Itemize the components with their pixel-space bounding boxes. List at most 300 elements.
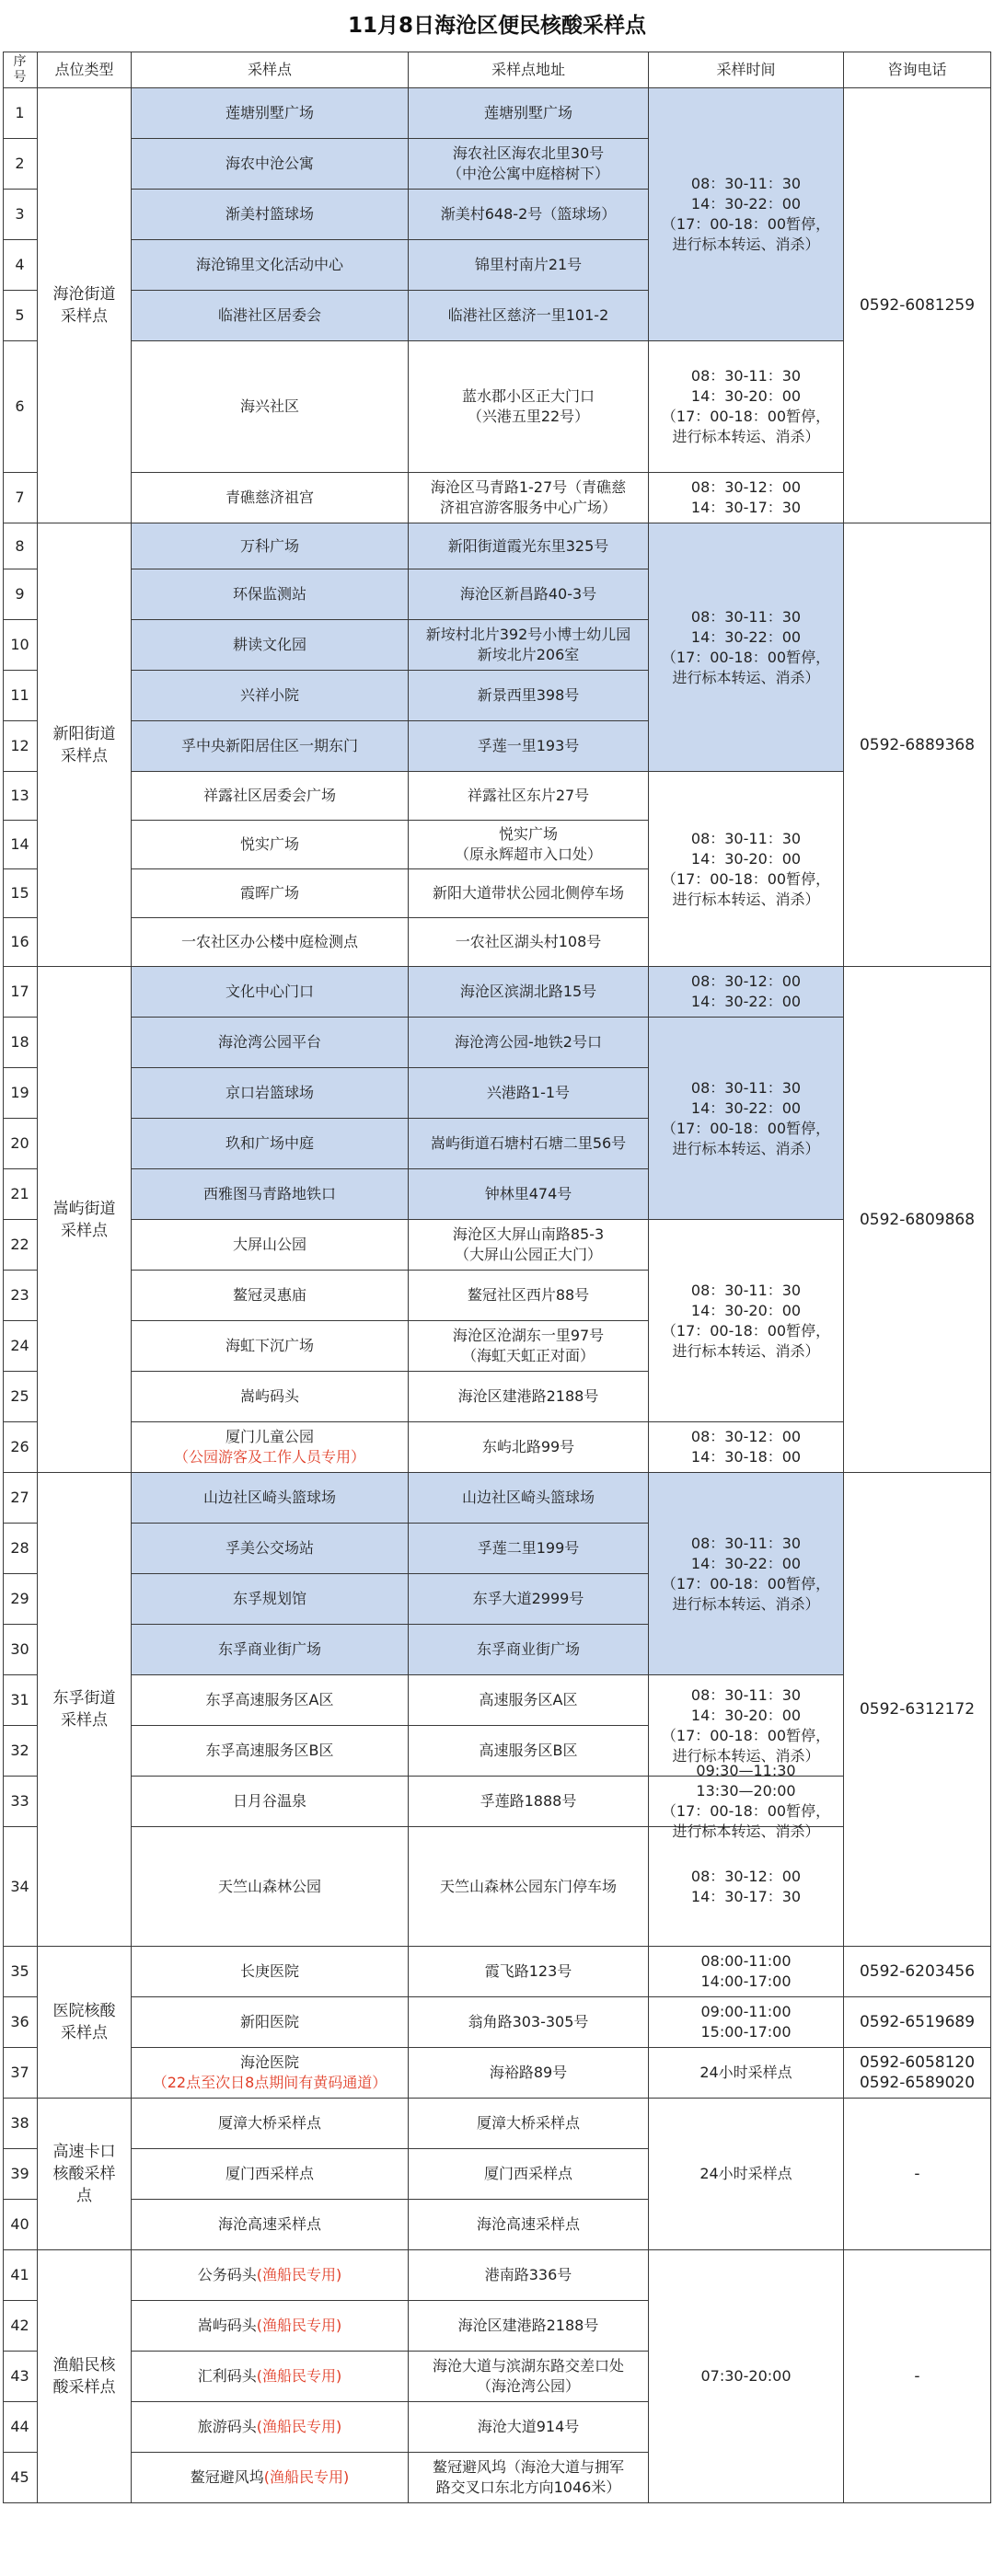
- site-address: [409, 2301, 649, 2352]
- consult-phone: [844, 1473, 991, 1947]
- site-name: [132, 869, 409, 918]
- sampling-time: [649, 1220, 844, 1422]
- row-number: 10: [3, 620, 38, 671]
- site-name-text: 厦漳大桥采样点: [217, 2114, 321, 2132]
- site-address: [409, 1625, 649, 1675]
- site-name: [132, 2200, 409, 2250]
- site-name: [132, 1473, 409, 1524]
- row-number: 11: [3, 671, 38, 721]
- site-address: [409, 1321, 649, 1372]
- text-line: （17：00-18：00暂停，: [661, 869, 831, 888]
- site-name-text: 环保监测站: [232, 585, 306, 603]
- site-address: [409, 139, 649, 190]
- text-line: 新垵村北片392号小博士幼儿园: [425, 626, 631, 643]
- site-address: [409, 1574, 649, 1625]
- site-address: [409, 473, 649, 523]
- site-name-text: 嵩屿码头: [239, 1387, 299, 1405]
- row-number: 29: [3, 1574, 38, 1625]
- site-address: [409, 2149, 649, 2200]
- site-address: [409, 1068, 649, 1119]
- text-line: 08：30-11：30: [690, 829, 802, 847]
- text-line: 进行标本转运、消杀）: [672, 1823, 820, 1840]
- text-line: 酸采样点: [52, 2378, 116, 2397]
- text-line: 莲塘别墅广场: [483, 104, 572, 121]
- site-name: [132, 2048, 409, 2099]
- site-name: [132, 569, 409, 620]
- row-number: 15: [3, 869, 38, 918]
- site-address: [409, 967, 649, 1018]
- consult-phone: [844, 2048, 991, 2099]
- site-name-text: 海沧湾公园平台: [217, 1033, 321, 1051]
- row-number: 1: [3, 88, 38, 139]
- text-line: （兴港五里22号）: [467, 408, 590, 425]
- text-line: 进行标本转运、消杀）: [672, 428, 820, 445]
- text-line: 08：30-11：30: [690, 1534, 802, 1552]
- site-address: [409, 2402, 649, 2453]
- site-name: [132, 620, 409, 671]
- text-line: 厦漳大桥采样点: [476, 2114, 580, 2132]
- text-line: -: [914, 2367, 920, 2386]
- site-note: (渔船民专用): [256, 2317, 342, 2334]
- text-line: 0592-6058120: [859, 2053, 976, 2072]
- text-line: 海农社区海农北里30号: [452, 144, 605, 162]
- site-name-text: 祥露社区居委会广场: [202, 787, 336, 804]
- text-line: 新景西里398号: [477, 686, 580, 704]
- site-type-group: [38, 2250, 132, 2503]
- site-address: [409, 2250, 649, 2301]
- site-type-group: [38, 1473, 132, 1947]
- site-name: [132, 2099, 409, 2149]
- row-number: 43: [3, 2352, 38, 2402]
- site-name: [132, 918, 409, 967]
- site-name-text: 临港社区居委会: [217, 306, 321, 324]
- row-number: 17: [3, 967, 38, 1018]
- site-name: [132, 1422, 409, 1473]
- site-name: [132, 2149, 409, 2200]
- text-line: 祥露社区东片27号: [467, 787, 590, 804]
- site-name: [132, 1220, 409, 1271]
- text-line: 进行标本转运、消杀）: [672, 236, 820, 253]
- text-line: 厦门西采样点: [483, 2165, 572, 2182]
- row-number: 8: [3, 523, 38, 569]
- site-name-text: 海沧医院: [239, 2053, 299, 2071]
- text-line: 采样点: [61, 2024, 108, 2042]
- text-line: 14：30-20：00: [690, 1301, 802, 1319]
- row-number: 19: [3, 1068, 38, 1119]
- row-number: 26: [3, 1422, 38, 1473]
- text-line: 海沧高速采样点: [476, 2215, 580, 2233]
- consult-phone: [844, 523, 991, 967]
- text-line: 孚莲一里193号: [477, 737, 580, 754]
- text-line: 进行标本转运、消杀）: [672, 1594, 820, 1613]
- site-address: [409, 569, 649, 620]
- text-line: 0592-6081259: [859, 296, 976, 315]
- text-line: 霞飞路123号: [484, 1962, 572, 1980]
- site-address: [409, 1947, 649, 1997]
- text-line: 14：30-22：00: [690, 195, 802, 213]
- site-name-text: 文化中心门口: [225, 983, 314, 1000]
- site-name-text: 鳌冠灵惠庙: [232, 1286, 306, 1304]
- row-number: 44: [3, 2402, 38, 2453]
- site-type-group: [38, 523, 132, 967]
- site-name: [132, 291, 409, 341]
- row-number: 2: [3, 139, 38, 190]
- text-line: 14：30-17：30: [690, 1887, 802, 1905]
- site-name-text: 大屏山公园: [232, 1236, 306, 1253]
- site-address: [409, 1827, 649, 1947]
- text-line: 24小时采样点: [699, 2064, 792, 2081]
- site-name: [132, 2352, 409, 2402]
- text-line: 孚莲二里199号: [477, 1539, 580, 1557]
- row-number: 25: [3, 1372, 38, 1422]
- site-name-text: 西雅图马青路地铁口: [202, 1185, 336, 1202]
- text-line: 08：30-11：30: [690, 1281, 802, 1299]
- site-name-text: 天竺山森林公园: [217, 1877, 321, 1895]
- site-name: [132, 1726, 409, 1777]
- row-number: 41: [3, 2250, 38, 2301]
- site-name-text: 京口岩篮球场: [225, 1084, 314, 1101]
- row-number: 32: [3, 1726, 38, 1777]
- text-line: 0592-6312172: [859, 1700, 976, 1719]
- site-address: [409, 2453, 649, 2503]
- text-line: （17：00-18：00暂停，: [661, 1119, 831, 1137]
- text-line: （17：00-18：00暂停，: [661, 1726, 831, 1744]
- text-line: 09:00-11:00: [700, 2003, 792, 2020]
- site-address: [409, 869, 649, 918]
- text-line: 新阳大道带状公园北侧停车场: [432, 884, 624, 902]
- text-line: （大屏山公园正大门）: [454, 1246, 602, 1263]
- text-line: 兴港路1-1号: [486, 1084, 571, 1101]
- site-name: [132, 2402, 409, 2453]
- text-line: 临港社区慈济一里101-2: [447, 306, 609, 324]
- text-line: （原永辉超市入口处）: [454, 845, 602, 863]
- text-line: 14：30-22：00: [690, 627, 802, 646]
- row-number: 4: [3, 240, 38, 291]
- row-number: 33: [3, 1777, 38, 1827]
- site-name-text: 兴祥小院: [239, 686, 299, 704]
- site-address: [409, 1119, 649, 1169]
- consult-phone: [844, 1997, 991, 2048]
- site-name-text: 青礁慈济祖宫: [225, 489, 314, 506]
- text-line: 山边社区崎头篮球场: [461, 1489, 595, 1506]
- text-line: 路交叉口东北方向1046米）: [435, 2478, 621, 2496]
- site-name-text: 鳌冠避风坞(渔船民专用): [190, 2468, 350, 2486]
- text-line: 东孚商业街广场: [476, 1640, 580, 1658]
- text-line: 嵩屿街道: [52, 1199, 116, 1218]
- site-name-text: 海虹下沉广场: [225, 1337, 314, 1354]
- sampling-time: [649, 772, 844, 967]
- text-line: （17：00-18：00暂停，: [661, 215, 831, 233]
- site-address: [409, 1372, 649, 1422]
- text-line: 08：30-11：30: [690, 175, 802, 192]
- site-address: [409, 1524, 649, 1574]
- row-number: 37: [3, 2048, 38, 2099]
- site-address: [409, 1777, 649, 1827]
- site-name-text: 东孚高速服务区A区: [205, 1691, 334, 1708]
- site-name-text: 海农中沧公寓: [225, 155, 314, 172]
- text-line: 进行标本转运、消杀）: [672, 668, 820, 686]
- site-address: [409, 1726, 649, 1777]
- site-type-group: [38, 967, 132, 1473]
- site-name: [132, 1997, 409, 2048]
- site-note: (渔船民专用): [263, 2468, 350, 2486]
- site-name-text: 东孚规划馆: [232, 1590, 306, 1607]
- site-name-text: 汇利码头(渔船民专用): [197, 2367, 342, 2385]
- row-number: 7: [3, 473, 38, 523]
- text-line: （17：00-18：00暂停，: [661, 1574, 831, 1593]
- site-name: [132, 1372, 409, 1422]
- sampling-time: [649, 523, 844, 772]
- text-line: 14:00-17:00: [700, 1972, 792, 1990]
- text-line: 港南路336号: [484, 2266, 572, 2283]
- site-name-text: 孚中央新阳居住区一期东门: [180, 737, 358, 754]
- text-line: 鳌冠避风坞（海沧大道与拥军: [432, 2458, 624, 2476]
- text-line: 08：30-12：00: [690, 478, 802, 496]
- text-line: 海沧大道914号: [477, 2418, 580, 2435]
- site-name-text: 旅游码头(渔船民专用): [197, 2418, 342, 2435]
- site-address: [409, 2200, 649, 2250]
- text-line: 海沧区马青路1-27号（青礁慈: [430, 478, 627, 496]
- text-line: 点: [76, 2187, 92, 2205]
- site-name: [132, 1574, 409, 1625]
- site-name-text: 海兴社区: [239, 397, 299, 415]
- text-line: 翁角路303-305号: [468, 2013, 589, 2030]
- text-line: 15:00-17:00: [700, 2023, 792, 2041]
- text-line: 0592-6809868: [859, 1210, 976, 1229]
- site-name: [132, 1777, 409, 1827]
- site-name-text: 东孚高速服务区B区: [205, 1742, 334, 1759]
- site-name: [132, 190, 409, 240]
- column-header-2: 点位类型: [38, 52, 132, 88]
- text-line: 13:30—20:00: [696, 1782, 796, 1800]
- text-line: 钟林里474号: [484, 1185, 572, 1202]
- text-line: （海沧湾公园）: [476, 2377, 580, 2395]
- site-address: [409, 2352, 649, 2402]
- site-name: [132, 2301, 409, 2352]
- site-address: [409, 1473, 649, 1524]
- site-name-text: 新阳医院: [239, 2013, 299, 2030]
- text-line: 序: [13, 53, 27, 69]
- site-name-text: 霞晖广场: [239, 884, 299, 902]
- text-line: 24小时采样点: [699, 2165, 792, 2182]
- text-line: 09:30—11:30: [696, 1762, 796, 1779]
- text-line: （中沧公寓中庭榕树下）: [446, 165, 609, 182]
- site-name-text: 耕读文化园: [232, 636, 306, 653]
- text-line: 0592-6203456: [859, 1962, 976, 1981]
- text-line: 济祖宫游客服务中心广场）: [439, 499, 617, 516]
- site-name: [132, 1321, 409, 1372]
- text-line: 东孚街道: [52, 1689, 116, 1708]
- row-number: 36: [3, 1997, 38, 2048]
- text-line: 嵩屿街道石塘村石塘二里56号: [430, 1134, 627, 1152]
- text-line: 08：30-11：30: [690, 1685, 802, 1704]
- text-line: 新垵北片206室: [477, 646, 580, 663]
- text-line: 鳌冠社区西片88号: [467, 1286, 590, 1304]
- site-address: [409, 620, 649, 671]
- site-name: [132, 1625, 409, 1675]
- text-line: 高速服务区B区: [479, 1742, 578, 1759]
- site-name: [132, 341, 409, 473]
- site-address: [409, 821, 649, 869]
- site-address: [409, 2099, 649, 2149]
- text-line: 海沧街道: [52, 285, 116, 304]
- site-address: [409, 190, 649, 240]
- site-address: [409, 2048, 649, 2099]
- site-address: [409, 721, 649, 772]
- text-line: 08:00-11:00: [700, 1952, 792, 1970]
- text-line: 14：30-22：00: [690, 1098, 802, 1117]
- text-line: -: [914, 2165, 920, 2183]
- text-line: 07:30-20:00: [700, 2367, 792, 2385]
- site-name: [132, 1068, 409, 1119]
- text-line: 新阳街道: [52, 724, 116, 743]
- site-name-text: 莲塘别墅广场: [225, 104, 314, 121]
- row-number: 16: [3, 918, 38, 967]
- site-name-text: 厦门儿童公园: [225, 1428, 314, 1445]
- text-line: 14：30-22：00: [690, 993, 802, 1010]
- text-line: （17：00-18：00暂停，: [661, 648, 831, 666]
- text-line: 0592-6889368: [859, 735, 976, 754]
- text-line: 海沧区建港路2188号: [457, 1387, 599, 1405]
- sampling-time: [649, 2048, 844, 2099]
- sampling-time: [649, 1018, 844, 1220]
- row-number: 42: [3, 2301, 38, 2352]
- site-name: [132, 139, 409, 190]
- row-number: 18: [3, 1018, 38, 1068]
- site-name: [132, 1827, 409, 1947]
- site-name-text: 渐美村篮球场: [225, 205, 314, 223]
- text-line: 一农社区湖头村108号: [455, 933, 602, 950]
- sampling-time: [649, 1827, 844, 1947]
- text-line: 14：30-17：30: [690, 499, 802, 516]
- sampling-time: [649, 1762, 844, 1840]
- site-address: [409, 1997, 649, 2048]
- row-number: 14: [3, 821, 38, 869]
- row-number: 24: [3, 1321, 38, 1372]
- text-line: 采样点: [61, 1711, 108, 1730]
- sampling-time: [649, 967, 844, 1018]
- text-line: 14：30-20：00: [690, 849, 802, 868]
- site-name: [132, 1018, 409, 1068]
- site-address: [409, 1422, 649, 1473]
- consult-phone: [844, 2099, 991, 2250]
- consult-phone: [844, 1947, 991, 1997]
- text-line: 渐美村648-2号（篮球场）: [440, 205, 617, 223]
- column-header-3: 采样点: [132, 52, 409, 88]
- site-address: [409, 88, 649, 139]
- text-line: 采样点: [61, 307, 108, 326]
- text-line: 海裕路89号: [489, 2064, 568, 2081]
- site-name: [132, 88, 409, 139]
- site-type-group: [38, 2099, 132, 2250]
- site-name-text: 公务码头(渔船民专用): [197, 2266, 342, 2283]
- row-number: 9: [3, 569, 38, 620]
- site-name-text: 嵩屿码头(渔船民专用): [197, 2317, 342, 2334]
- site-address: [409, 1169, 649, 1220]
- site-name: [132, 1271, 409, 1321]
- site-name-text: 海沧锦里文化活动中心: [195, 256, 343, 273]
- text-line: 新阳街道霞光东里325号: [447, 536, 609, 555]
- row-number: 39: [3, 2149, 38, 2200]
- text-line: 采样点: [61, 746, 108, 765]
- row-number: 28: [3, 1524, 38, 1574]
- row-number: 12: [3, 721, 38, 772]
- row-number: 3: [3, 190, 38, 240]
- row-number: 35: [3, 1947, 38, 1997]
- row-number: 5: [3, 291, 38, 341]
- site-type-group: [38, 88, 132, 523]
- text-line: 14：30-18：00: [690, 1448, 802, 1466]
- text-line: 天竺山森林公园东门停车场: [439, 1877, 617, 1895]
- consult-phone: [844, 967, 991, 1473]
- text-line: 0592-6589020: [859, 2074, 976, 2092]
- site-address: [409, 240, 649, 291]
- column-header-6: 咨询电话: [844, 52, 991, 88]
- site-address: [409, 772, 649, 821]
- sampling-time: [649, 2099, 844, 2250]
- site-note: (渔船民专用): [256, 2266, 342, 2283]
- consult-phone: [844, 2250, 991, 2503]
- site-name-text: 玖和广场中庭: [225, 1134, 314, 1152]
- site-name-text: 东孚商业街广场: [217, 1640, 321, 1658]
- site-name-text: 海沧高速采样点: [217, 2215, 321, 2233]
- column-header-1: [3, 52, 38, 88]
- text-line: 渔船民核: [52, 2356, 116, 2375]
- site-name-text: 一农社区办公楼中庭检测点: [180, 933, 358, 950]
- text-line: 号: [13, 69, 27, 85]
- site-name: [132, 473, 409, 523]
- row-number: 38: [3, 2099, 38, 2149]
- site-name: [132, 967, 409, 1018]
- site-name: [132, 671, 409, 721]
- text-line: 进行标本转运、消杀）: [672, 1139, 820, 1157]
- text-line: 医院核酸: [52, 2002, 116, 2020]
- site-name: [132, 240, 409, 291]
- site-address: [409, 671, 649, 721]
- site-name-text: 日月谷温泉: [232, 1792, 306, 1810]
- site-name-text: 孚美公交场站: [225, 1539, 314, 1557]
- text-line: 海沧湾公园-地铁2号口: [455, 1033, 602, 1051]
- text-line: 08：30-11：30: [690, 607, 802, 626]
- text-line: 高速服务区A区: [479, 1691, 578, 1708]
- text-line: 进行标本转运、消杀）: [672, 1341, 820, 1360]
- sampling-time: [649, 88, 844, 341]
- text-line: 08：30-11：30: [690, 1078, 802, 1097]
- sampling-time: [649, 473, 844, 523]
- row-number: 20: [3, 1119, 38, 1169]
- site-name-text: 万科广场: [239, 536, 299, 555]
- text-line: 14：30-20：00: [690, 1706, 802, 1724]
- site-address: [409, 1271, 649, 1321]
- row-number: 45: [3, 2453, 38, 2503]
- site-type-group: [38, 1947, 132, 2099]
- text-line: 海沧区新昌路40-3号: [459, 585, 597, 603]
- text-line: 08：30-12：00: [690, 1867, 802, 1885]
- site-name: [132, 523, 409, 569]
- site-name: [132, 2250, 409, 2301]
- text-line: 孚莲路1888号: [480, 1792, 577, 1810]
- site-address: [409, 291, 649, 341]
- site-name: [132, 1675, 409, 1726]
- site-name: [132, 821, 409, 869]
- site-address: [409, 1018, 649, 1068]
- text-line: 进行标本转运、消杀）: [672, 1746, 820, 1765]
- site-note: (渔船民专用): [256, 2418, 342, 2435]
- site-address: [409, 523, 649, 569]
- site-name: [132, 1524, 409, 1574]
- row-number: 31: [3, 1675, 38, 1726]
- sampling-time: [649, 1422, 844, 1473]
